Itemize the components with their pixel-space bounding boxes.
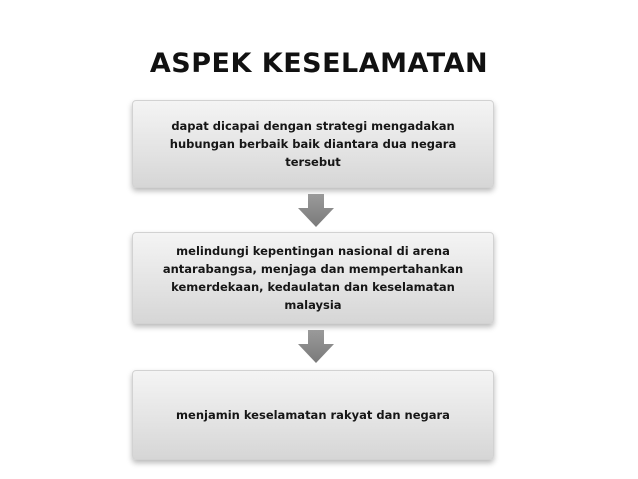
flow-step-3-text: menjamin keselamatan rakyat dan negara bbox=[176, 408, 450, 422]
flow-step-3 bbox=[132, 370, 494, 460]
down-arrow-icon bbox=[296, 194, 336, 228]
flow-step-1-text: dapat dicapai dengan strategi mengadakan hubungan berbaik baik diantara dua negara tersebut bbox=[169, 119, 457, 169]
flow-step-2-text: melindungi kepentingan nasional di arena antarabangsa, menjaga dan mempertahankan kemerdekaan, kedaulatan dan keselamatan malaysia bbox=[162, 244, 464, 312]
diagram-title: ASPEK KESELAMATAN bbox=[149, 48, 489, 79]
flow-step-2 bbox=[132, 232, 494, 324]
flow-step-1 bbox=[132, 100, 494, 188]
down-arrow-icon bbox=[296, 330, 336, 364]
